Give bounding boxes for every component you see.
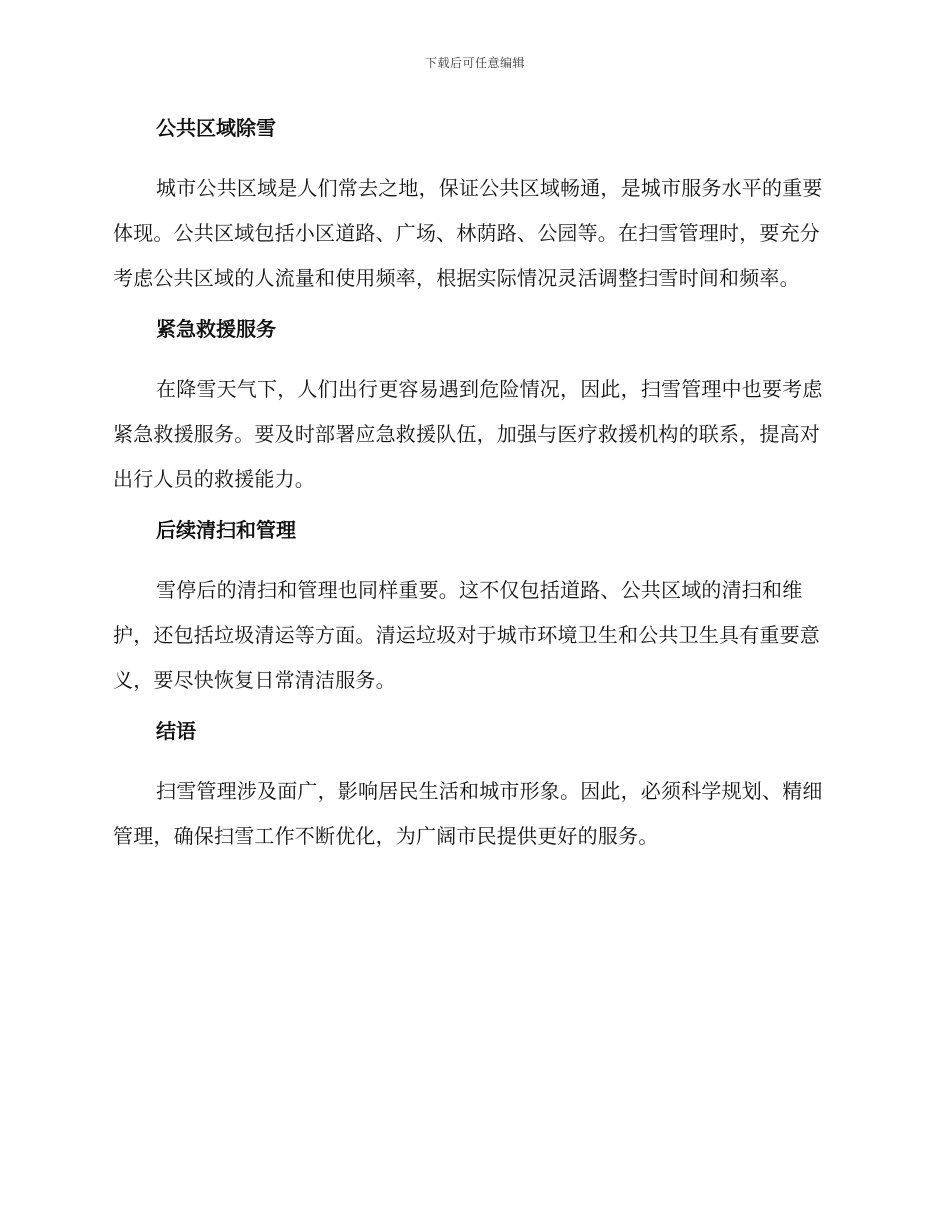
- section-heading: 结语: [156, 719, 196, 743]
- section-follow-up-cleaning: [113, 514, 833, 703]
- section-heading: 后续清扫和管理: [156, 518, 296, 542]
- section-emergency-rescue: [113, 313, 833, 502]
- section-heading: 紧急救援服务: [156, 317, 276, 341]
- header-note: 下载后可任意编辑: [424, 56, 525, 70]
- section-public-area: [113, 112, 833, 301]
- section-paragraph: 城市公共区域是人们常去之地，保证公共区域畅通，是城市服务水平的重要体现。公共区域包括小区道路、广场、林荫路、公园等。在扫雪管理时，要充分考虑公共区域的人流量和使用频率，根据实际情况灵活调整扫雪时间和频率。: [113, 176, 823, 290]
- section-heading: 公共区域除雪: [156, 116, 276, 140]
- section-paragraph: 在降雪天气下，人们出行更容易遇到危险情况，因此，扫雪管理中也要考虑紧急救援服务。要及时部署应急救援队伍，加强与医疗救援机构的联系，提高对出行人员的救援能力。: [113, 377, 823, 491]
- section-paragraph: 雪停后的清扫和管理也同样重要。这不仅包括道路、公共区域的清扫和维护，还包括垃圾清运等方面。清运垃圾对于城市环境卫生和公共卫生具有重要意义，要尽快恢复日常清洁服务。: [113, 578, 820, 692]
- document-content: [113, 112, 833, 871]
- section-paragraph: 扫雪管理涉及面广，影响居民生活和城市形象。因此，必须科学规划、精细管理，确保扫雪工作不断优化，为广阔市民提供更好的服务。: [113, 779, 823, 848]
- section-conclusion: [113, 715, 833, 859]
